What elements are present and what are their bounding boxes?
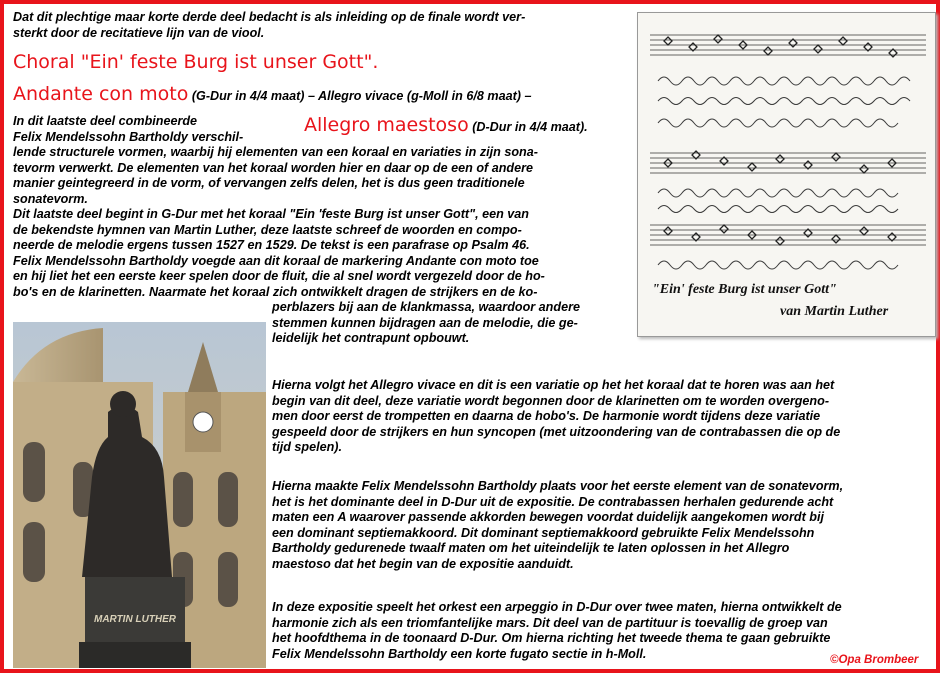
para-line: manier geintegreerd in de vorm, of vervangen zelfs delen, het is dus geen traditionele bbox=[13, 176, 525, 190]
para-line: een dominant septiemakkoord. Dit dominant septiemakkoord gebruikte Felix Mendelssohn bbox=[272, 525, 815, 540]
para-line: stemmen kunnen bijdragen aan de melodie, die ge- bbox=[272, 315, 578, 330]
allegro-heading: Allegro maestoso bbox=[304, 114, 469, 136]
para-line: lende structurele vormen, waarbij hij elementen van een koraal en variaties in zijn sona- bbox=[13, 145, 538, 159]
para-line: gespeeld door de strijkers en hun syncopen (met uitzoondering van de contrabassen die op de bbox=[272, 424, 841, 439]
paragraph-1 bbox=[13, 114, 538, 207]
para-line: In deze expositie speelt het orkest een arpeggio in D-Dur over twee maten, hierna ontwikkelt de bbox=[272, 600, 842, 614]
para-line: en hij liet het een eerste keer spelen door de fluit, die al snel wordt vergezeld door de ho- bbox=[13, 269, 545, 283]
para-line: perblazers bij aan de klankmassa, waardoor andere bbox=[272, 300, 580, 314]
para-line: Dit laatste deel begint in G-Dur met het koraal "Ein 'feste Burg ist unser Gott", een van bbox=[13, 207, 529, 221]
andante-row bbox=[13, 83, 531, 105]
para-line: bo's en de klarinetten. Naarmate het koraal zich ontwikkelt dragen de strijkers en de ko- bbox=[13, 284, 538, 299]
paragraph-5 bbox=[272, 600, 842, 662]
paragraph-2-continued bbox=[272, 300, 580, 347]
choral-heading: Choral "Ein' feste Burg ist unser Gott". bbox=[13, 51, 379, 73]
statue-plaque-text: MARTIN LUTHER bbox=[93, 614, 177, 625]
para-line: Hierna volgt het Allegro vivace en dit is een variatie op het het koraal dat te horen was aan het bbox=[272, 378, 835, 392]
para-line: Felix Mendelssohn Bartholdy een korte fugato sectie in h-Moll. bbox=[272, 646, 647, 661]
para-line: maestoso dat het begin van de expositie aanduidt. bbox=[272, 556, 574, 571]
music-manuscript-image bbox=[637, 12, 936, 337]
para-line: sonatevorm. bbox=[13, 191, 88, 206]
para-line: leidelijk het contrapunt opbouwt. bbox=[272, 331, 470, 345]
luther-statue-photo bbox=[13, 322, 266, 668]
music-caption-author: van Martin Luther bbox=[780, 304, 889, 319]
para-line: In dit laatste deel combineerde bbox=[13, 114, 198, 128]
para-line: tevorm verwerkt. De elementen van het koraal worden hier en daar op de een of andere bbox=[13, 160, 534, 175]
paragraph-4 bbox=[272, 479, 843, 572]
para-line: maten een A waarover passende akkorden bewegen voordat duidelijk aangekomen wordt bij bbox=[272, 510, 824, 524]
statue-photo-svg bbox=[13, 322, 266, 668]
para-line: Felix Mendelssohn Bartholdy voegde aan dit koraal de markering Andante con moto toe bbox=[13, 253, 539, 268]
andante-detail: (G-Dur in 4/4 maat) – Allegro vivace (g-Moll in 6/8 maat) – bbox=[191, 89, 532, 103]
allegro-detail: (D-Dur in 4/4 maat). bbox=[472, 120, 588, 134]
andante-heading: Andante con moto bbox=[13, 83, 189, 105]
para-line: men door eerst de trompetten en daarna de hobo's. De harmonie wordt tijdens deze variatie bbox=[272, 409, 821, 423]
paragraph-2 bbox=[13, 207, 545, 300]
para-line: tijd spelen). bbox=[272, 440, 342, 454]
para-line: de bekendste hymnen van Martin Luther, deze laatste schreef de woorden en compo- bbox=[13, 222, 522, 237]
para-line: Felix Mendelssohn Bartholdy verschil- bbox=[13, 129, 244, 144]
copyright: ©Opa Brombeer bbox=[830, 654, 919, 666]
intro-line: Dat dit plechtige maar korte derde deel bedacht is als inleiding op de finale wordt ver- bbox=[13, 10, 526, 24]
intro-line: sterkt door de recitatieve lijn van de viool. bbox=[13, 25, 265, 40]
para-line: het is het dominante deel in D-Dur uit de expositie. De contrabassen herhalen gedurende acht bbox=[272, 494, 834, 509]
para-line: het hoofdthema in de toonaard D-Dur. Om hierna richting het tweede thema te gaan gebruikte bbox=[272, 631, 831, 645]
paragraph-3 bbox=[272, 378, 840, 456]
para-line: harmonie zich als een triomfantelijke mars. Dit deel van de partituur is toevallig de groep van bbox=[272, 615, 828, 630]
music-caption-title: "Ein' feste Burg ist unser Gott" bbox=[652, 282, 837, 297]
para-line: neerde de melodie ergens tussen 1527 en 1529. De tekst is een parafrase op Psalm 46. bbox=[13, 238, 530, 252]
para-line: Hierna maakte Felix Mendelssohn Bartholdy plaats voor het eerste element van de sonatevorm, bbox=[272, 479, 844, 493]
para-line: begin van dit deel, deze variatie wordt begonnen door de klarinetten om te worden overgeno- bbox=[272, 393, 830, 408]
para-line: Bartholdy gedurenede twaalf maten om het uiteindelijk te laten oplossen in het Allegro bbox=[272, 541, 790, 555]
intro-text bbox=[13, 10, 525, 41]
